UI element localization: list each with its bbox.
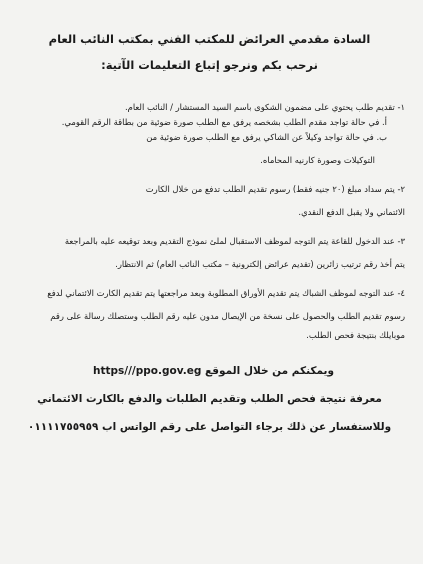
results-line: معرفة نتيجة فحص الطلب وتقديم الطلبات والدفع بالكارت الائتماني <box>37 393 382 405</box>
instruction-item-3 <box>14 234 405 272</box>
instruction-item-1 <box>14 100 405 168</box>
instruction-4-continuation-2: موبايلك بنتيجة فحص الطلب. <box>306 330 405 340</box>
instruction-2-text: ٢- يتم سداد مبلغ (٢٠ جنيه فقط) رسوم تقديم الطلب تدفع من خلال الكارت <box>145 184 405 194</box>
instruction-2-continuation: الائتماني ولا يقبل الدفع النقدي. <box>298 207 405 217</box>
instruction-3-text: ٣- عند الدخول للقاعة يتم التوجه لموظف الاستقبال لملئ نموذج التقديم وبعد توقيعه عليه بالمراجعة <box>64 236 405 246</box>
instruction-1a-text: أ. في حالة تواجد مقدم الطلب بشخصه يرفق مع الطلب صورة ضوئية من بطاقة الرقم القومي. <box>61 117 387 127</box>
website-label: ويمكنكم من خلال الموقع <box>205 365 335 377</box>
contact-line: وللاستفسار عن ذلك برجاء التواصل على رقم الواتس اب ٠١١١١٧٥٥٩٥٩ <box>27 421 392 433</box>
website-link[interactable]: https///ppo.gov.eg <box>92 365 202 377</box>
instruction-4-continuation: رسوم تقديم الطلب والحصول على نسخة من الإيصال مدون عليه رقم الطلب وستصلك رسالة على رقم <box>50 311 405 321</box>
instruction-3-continuation: يتم أخذ رقم ترتيب زائرين (تقديم عرائض إلكترونية – مكتب النائب العام) ثم الانتظار. <box>115 259 405 269</box>
instruction-4-text: ٤- عند التوجه لموظف الشباك يتم تقديم الأوراق المطلوبة وبعد مراجعتها يتم تقديم الكارت الائتماني لدفع <box>47 288 405 298</box>
instruction-1b-text: ب. في حالة تواجد وكيلاً عن الشاكي يرفق مع الطلب صورة ضوئية من <box>146 132 387 142</box>
instruction-item-4 <box>14 286 405 343</box>
instruction-1-text: ١- تقديم طلب يحتوي على مضمون الشكوى باسم السيد المستشار / النائب العام. <box>124 102 405 112</box>
instruction-1b-continuation: التوكيلات وصورة كارنيه المحاماه. <box>260 155 375 165</box>
instruction-item-2 <box>14 182 405 220</box>
document-subtitle: نرحب بكم ونرجو إتباع التعليمات الآتية: <box>101 58 318 72</box>
website-line <box>14 363 405 379</box>
document-title: السادة مقدمي العرائض للمكتب الفني بمكتب النائب العام <box>48 32 371 46</box>
